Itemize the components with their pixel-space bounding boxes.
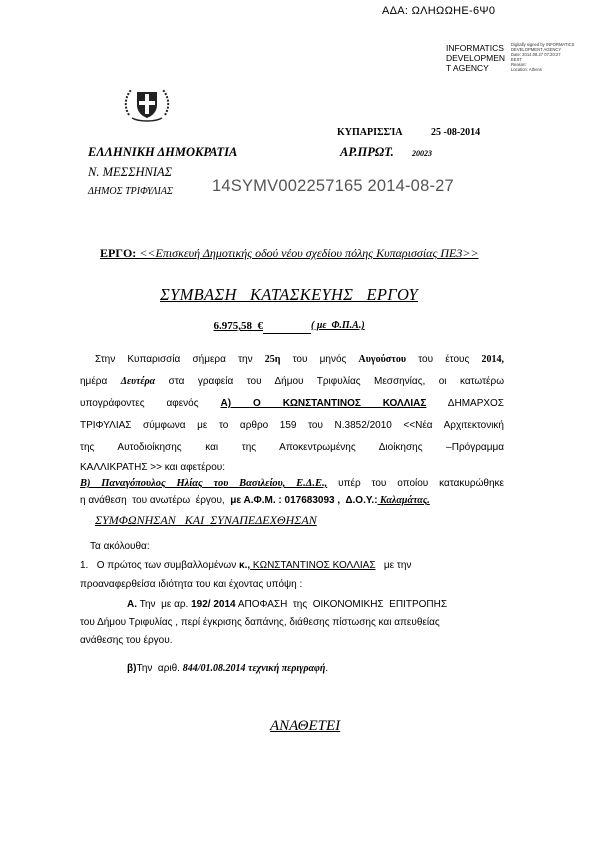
digital-signature-details: Digitally signed by INFORMATICS DEVELOPMENT AGENCY Date: 2014.08.27 07:20:27 EEST Reason: Location: Athens	[511, 42, 575, 72]
intro-line-4: ΤΡΙΦΥΛΙΑΣ σύμφωνα με το αρθρο 159 του Ν.3852/2010 <<Νέα Αρχιτεκτονική	[80, 420, 504, 431]
contract-amount: 6.975,58 €	[213, 320, 263, 332]
item-a-line-2: του Δήμου Τριφυλίας , περί έγκρισης δαπάνης, διάθεσης πίστωσης και απευθείας	[80, 617, 440, 628]
item-a-line-1: Α. Την με αρ. 192/ 2014 ΑΠΟΦΑΣΗ της ΟΙΚΟΝΟΜΙΚΗΣ ΕΠΙΤΡΟΠΗΣ	[127, 599, 448, 610]
agreed-heading: ΣΥΜΦΩΝΗΣΑΝ ΚΑΙ ΣΥΝΑΠΕΔΕΧΘΗΣΑΝ	[95, 513, 317, 527]
item-b-line: β)Την αριθ. 844/01.08.2014 τεχνική περιγραφή.	[127, 663, 329, 674]
greek-emblem-icon	[122, 85, 172, 123]
document-date: 25 -08-2014	[431, 127, 481, 138]
project-title: <<Επισκευή Δημοτικής οδού νέου σχεδίου πόλης Κυπαρισσίας ΠΕ3>>	[139, 246, 479, 260]
intro-line-3: υπογράφοντες αφενός Α) Ο ΚΩΝΣΤΑΝΤΙΝΟΣ ΚΟΛΛΙΑΣ ΔΗΜΑΡΧΟΣ	[80, 398, 504, 409]
republic-heading: ΕΛΛΗΝΙΚΗ ΔΗΜΟΚΡΑΤΙΑ	[88, 145, 238, 159]
registry-code: 14SYMV002257165 2014-08-27	[212, 177, 454, 195]
item-a-line-3: ανάθεσης του έργου.	[80, 635, 173, 646]
ada-code: ΑΔΑ: ΩΛΗΩΩΗΕ-6Ψ0	[382, 5, 496, 17]
contractor-line-2: η ανάθεση του ανωτέρω έργου, με Α.Φ.Μ. : 017683093 , Δ.Ο.Υ.: Καλαμάτας.	[80, 495, 430, 506]
amount-underline	[263, 320, 311, 334]
item-1-line-2: προαναφερθείσα ιδιότητα του και έχοντας υπόψη :	[80, 579, 303, 590]
contract-heading: ΣΥΜΒΑΣΗ ΚΑΤΑΣΚΕΥΗΣ ΕΡΓΟΥ	[160, 285, 419, 304]
project-title-line	[100, 246, 479, 261]
project-prefix: ΕΡΓΟ:	[100, 246, 140, 260]
intro-line-1: Στην Κυπαρισσία σήμερα την 25η του μηνός Αυγούστου του έτους 2014,	[95, 354, 504, 365]
item-1-line-1: 1. Ο πρώτος των συμβαλλομένων κ., ΚΩΝΣΤΑΝΤΙΝΟΣ ΚΟΛΛΙΑΣ με την	[80, 560, 412, 571]
intro-line-5: της Αυτοδιοίκησης και της Αποκεντρωμένης Διοίκησης –Πρόγραμμα	[80, 442, 504, 453]
protocol-label: ΑΡ.ΠΡΩΤ.	[340, 145, 394, 159]
municipality-heading: ΔΗΜΟΣ ΤΡΙΦΥΛΙΑΣ	[88, 186, 173, 197]
signer-name: INFORMATICS DEVELOPMEN T AGENCY	[446, 43, 506, 73]
intro-line-6: ΚΑΛΛΙΚΡΑΤΗΣ >> και αφετέρου:	[80, 462, 226, 473]
assigns-heading: ΑΝΑΘΕΤΕΙ	[270, 718, 341, 734]
contractor-line-1: Β) Παναγόπουλος Ηλίας του Βασιλείου, Ε.Δ.Ε., υπέρ του οποίου κατακυρώθηκε	[80, 478, 504, 489]
prefecture-heading: Ν. ΜΕΣΣΗΝΙΑΣ	[88, 165, 173, 179]
following-label: Τα ακόλουθα:	[90, 541, 150, 552]
place-label: ΚΥΠΑΡΙΣΣΊΑ	[337, 127, 403, 138]
vat-note: ( με Φ.Π.Α.)	[311, 320, 365, 331]
protocol-number: 20023	[412, 149, 432, 158]
intro-line-2: ημέρα Δευτέρα στα γραφεία του Δήμου Τριφυλίας Μεσσηνίας, οι κατωτέρω	[80, 376, 505, 387]
